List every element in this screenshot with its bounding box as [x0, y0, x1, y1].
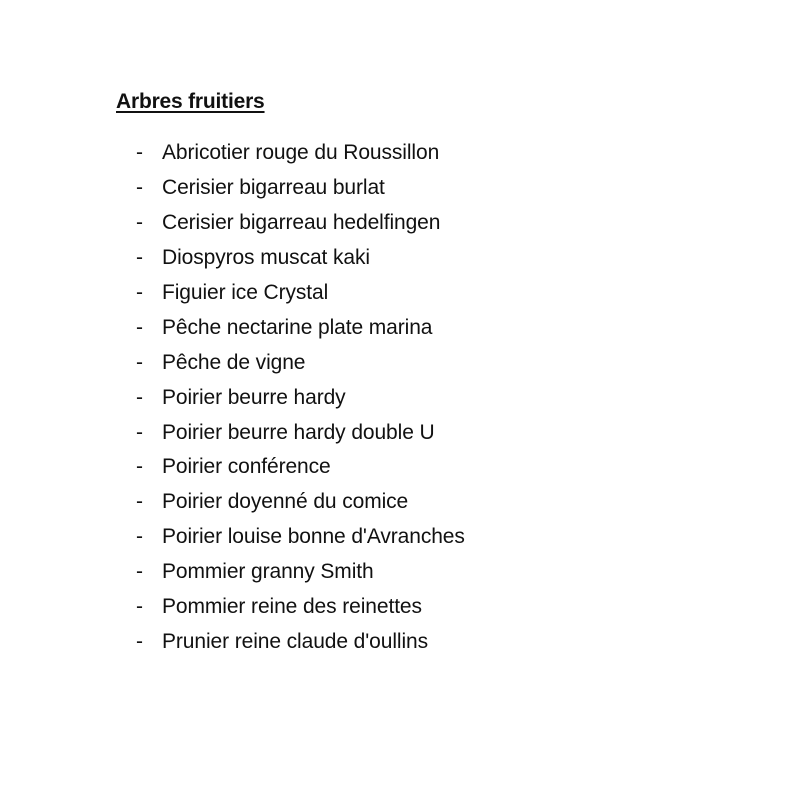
list-item-text: Pommier reine des reinettes [162, 595, 422, 619]
list-item [134, 485, 465, 520]
list-item-text: Pommier granny Smith [162, 560, 374, 584]
list-item [134, 206, 465, 241]
list-item-text: Pêche nectarine plate marina [162, 315, 433, 339]
list-item [134, 520, 465, 555]
list-item [134, 345, 465, 380]
dash-bullet: - [136, 281, 143, 304]
list-item-text: Poirier beurre hardy double U [162, 420, 435, 444]
list-item [134, 136, 465, 171]
list-item [134, 171, 465, 206]
dash-bullet: - [136, 560, 143, 584]
dash-bullet: - [136, 490, 143, 514]
list-item [134, 624, 465, 659]
list-item [134, 415, 465, 450]
dash-bullet: - [136, 211, 143, 235]
dash-bullet: - [136, 385, 143, 409]
section-heading: Arbres fruitiers [116, 90, 265, 113]
dash-bullet: - [136, 455, 143, 479]
list-item-text: Cerisier bigarreau burlat [162, 176, 385, 200]
dash-bullet: - [136, 629, 143, 653]
list-item [134, 241, 465, 276]
dash-bullet: - [136, 420, 143, 444]
list-item [134, 276, 465, 311]
list-item [134, 450, 465, 485]
list-item-text: Cerisier bigarreau hedelfingen [162, 211, 441, 235]
dash-bullet: - [136, 315, 143, 339]
list-item-text: Poirier louise bonne d'Avranches [162, 525, 465, 549]
dash-bullet: - [136, 141, 143, 165]
list-item-text: Poirier doyenné du comice [162, 490, 409, 514]
list-item [134, 590, 465, 625]
list-item-text: Abricotier rouge du Roussillon [162, 141, 440, 165]
list-item [134, 380, 465, 415]
list-item [134, 310, 465, 345]
list-item-text: Diospyros muscat kaki [162, 246, 370, 270]
fruit-tree-list [134, 136, 465, 659]
list-item-text: Prunier reine claude d'oullins [162, 629, 429, 653]
list-item [134, 555, 465, 590]
list-item-text: Poirier conférence [162, 455, 331, 479]
list-item-text: Poirier beurre hardy [162, 385, 346, 409]
list-item-text: Pêche de vigne [162, 350, 306, 374]
dash-bullet: - [136, 246, 143, 270]
dash-bullet: - [136, 595, 143, 619]
dash-bullet: - [136, 350, 143, 374]
dash-bullet: - [136, 525, 143, 549]
list-item-text: Figuier ice Crystal [162, 281, 329, 304]
dash-bullet: - [136, 176, 143, 200]
